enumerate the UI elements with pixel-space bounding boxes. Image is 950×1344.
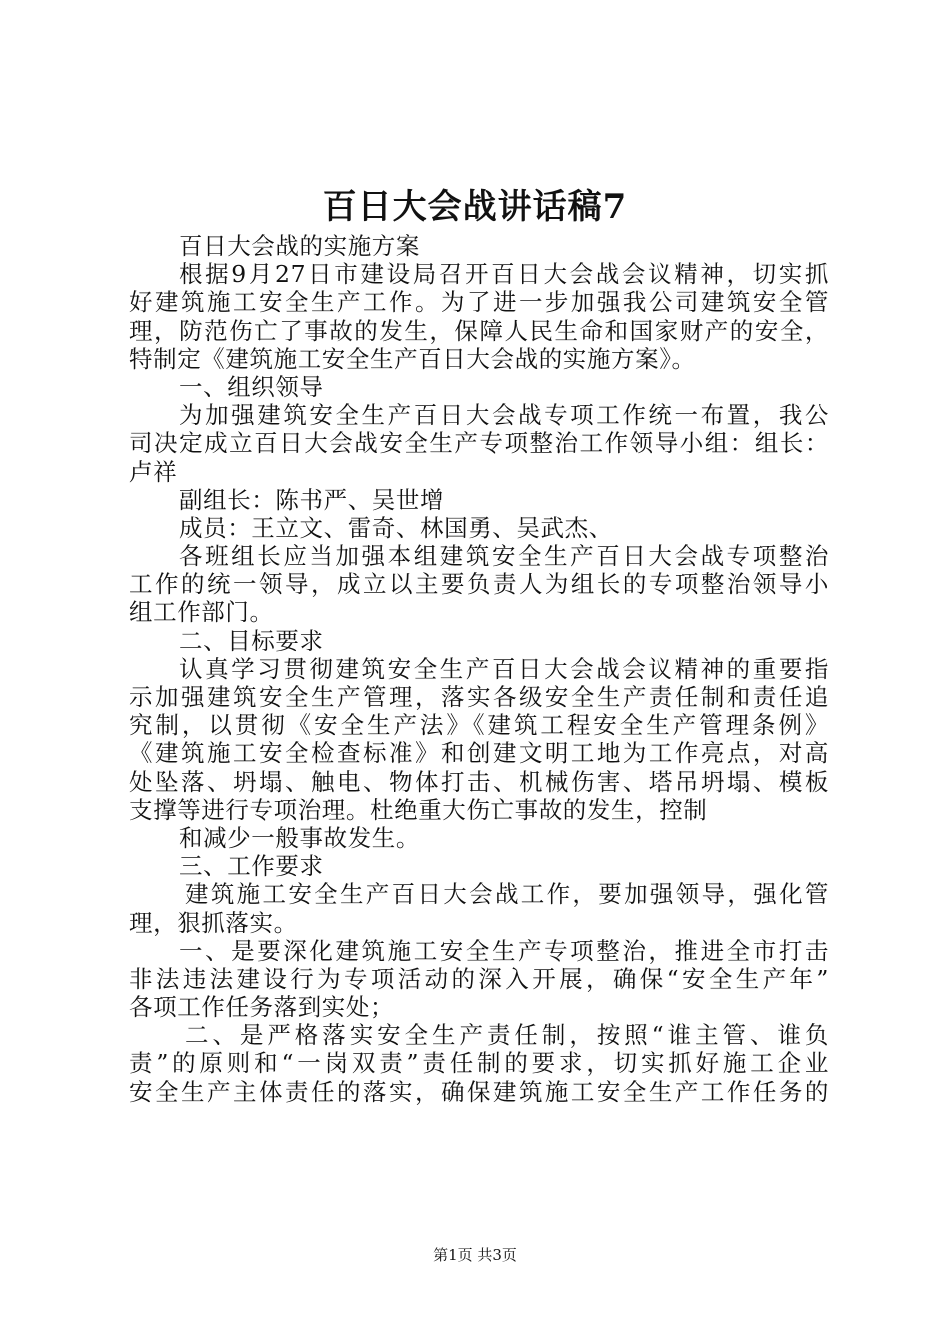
paragraph-line: 司决定成立百日大会战安全生产专项整治工作领导小组：组长： bbox=[129, 429, 829, 458]
document-title: 百日大会战讲话稿7 bbox=[322, 187, 628, 227]
paragraph-line: 副组长：陈书严、吴世增 bbox=[179, 485, 445, 514]
paragraph-line: 安全生产主体责任的落实，确保建筑施工安全生产工作任务的 bbox=[129, 1077, 829, 1106]
paragraph-line: 示加强建筑安全生产管理，落实各级安全生产责任制和责任追 bbox=[129, 683, 829, 711]
paragraph-line: 非法违法建设行为专项活动的深入开展，确保“安全生产年” bbox=[129, 964, 829, 993]
paragraph-line: 建筑施工安全生产百日大会战工作，要加强领导，强化管 bbox=[185, 880, 829, 909]
paragraph-line: 认真学习贯彻建筑安全生产百日大会战会议精神的重要指 bbox=[179, 654, 829, 683]
paragraph-line: 工作的统一领导，成立以主要负责人为组长的专项整治领导小 bbox=[129, 570, 829, 599]
section-heading: 三、工作要求 bbox=[179, 852, 324, 881]
paragraph-line: 责”的原则和“一岗双责”责任制的要求，切实抓好施工企业 bbox=[129, 1049, 829, 1078]
paragraph-line: 《建筑施工安全检查标准》和创建文明工地为工作亮点，对高 bbox=[129, 739, 829, 768]
paragraph-line: 为加强建筑安全生产百日大会战专项工作统一布置，我公 bbox=[179, 401, 829, 430]
page-footer: 第1页 共3页 bbox=[433, 1246, 517, 1264]
paragraph-line: 好建筑施工安全生产工作。为了进一步加强我公司建筑安全管 bbox=[129, 288, 829, 317]
document-body bbox=[129, 232, 829, 1106]
paragraph-line: 二、是严格落实安全生产责任制，按照“谁主管、谁负 bbox=[185, 1021, 829, 1050]
paragraph-line: 各项工作任务落到实处； bbox=[129, 993, 395, 1022]
section-heading: 一、组织领导 bbox=[179, 372, 324, 401]
paragraph-line: 成员：王立文、雷奇、林国勇、吴武杰、 bbox=[179, 513, 613, 542]
paragraph-line: 和减少一般事故发生。 bbox=[179, 823, 420, 852]
paragraph-line: 各班组长应当加强本组建筑安全生产百日大会战专项整治 bbox=[179, 542, 829, 571]
paragraph-line: 支撑等进行专项治理。杜绝重大伤亡事故的发生，控制 bbox=[129, 795, 708, 824]
paragraph-line: 卢祥 bbox=[129, 457, 178, 486]
paragraph-line: 理，防范伤亡了事故的发生，保障人民生命和国家财产的安全， bbox=[129, 316, 829, 345]
paragraph-line: 特制定《建筑施工安全生产百日大会战的实施方案》。 bbox=[129, 344, 696, 373]
paragraph-line: 一、是要深化建筑施工安全生产专项整治，推进全市打击 bbox=[179, 936, 829, 965]
paragraph-line: 根据9月27日市建设局召开百日大会战会议精神，切实抓 bbox=[179, 260, 829, 289]
paragraph-line: 组工作部门。 bbox=[129, 598, 274, 627]
subtitle-line: 百日大会战的实施方案 bbox=[179, 232, 420, 260]
paragraph-line: 究制，以贯彻《安全生产法》《建筑工程安全生产管理条例》 bbox=[129, 711, 829, 740]
paragraph-line: 理，狠抓落实。 bbox=[129, 908, 298, 937]
paragraph-line: 处坠落、坍塌、触电、物体打击、机械伤害、塔吊坍塌、模板 bbox=[129, 767, 829, 796]
section-heading: 二、目标要求 bbox=[179, 626, 324, 655]
